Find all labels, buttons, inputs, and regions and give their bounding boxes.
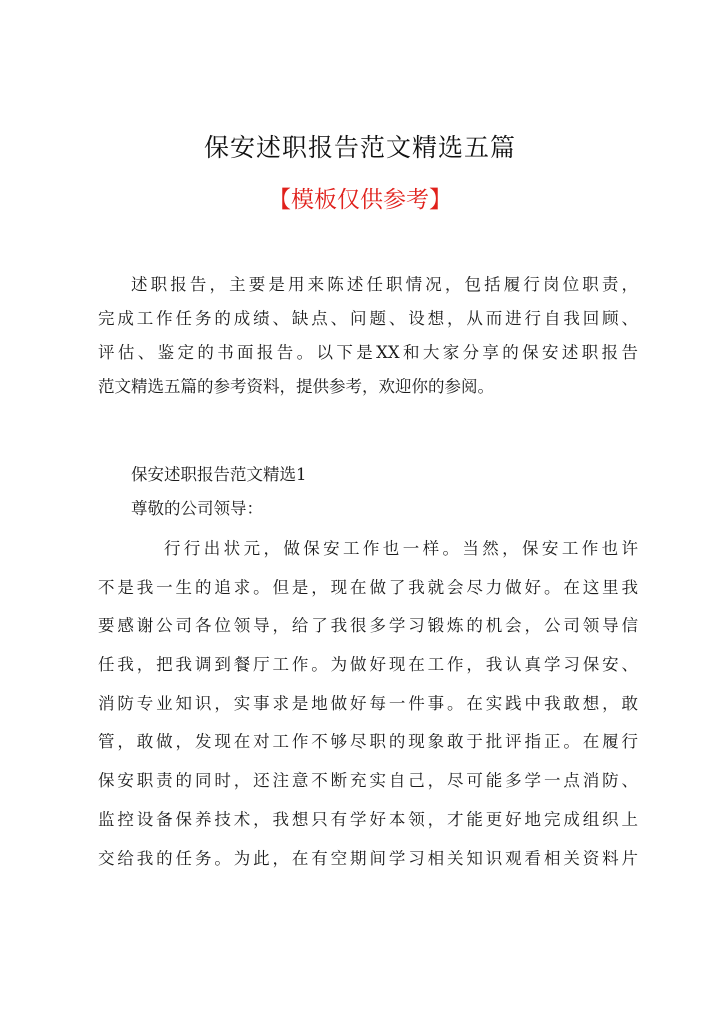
intro-paragraph — [98, 268, 638, 404]
body-line: 管，敢做，发现在对工作不够尽职的现象敢于批评指正。在履行 — [98, 732, 638, 752]
document-title: 保安述职报告范文精选五篇 — [203, 133, 516, 162]
intro-line: 述职报告，主要是用来陈述任职情况，包括履行岗位职责， — [131, 275, 638, 294]
body-line: 要感谢公司各位领导，给了我很多学习锻炼的机会，公司领导信 — [98, 616, 638, 636]
document-subtitle: 【模板仅供参考】 — [268, 187, 452, 213]
intro-line: 完成工作任务的成绩、缺点、问题、设想，从而进行自我回顾、 — [98, 309, 638, 328]
intro-line: 范文精选五篇的参考资料，提供参考，欢迎你的参阅。 — [98, 377, 494, 396]
intro-line: 评估、鉴定的书面报告。以下是XX和大家分享的保安述职报告 — [98, 343, 638, 362]
body-line: 消防专业知识，实事求是地做好每一件事。在实践中我敢想，敢 — [98, 693, 638, 713]
salutation: 尊敬的公司领导： — [131, 499, 263, 518]
body-line: 不是我一生的追求。但是，现在做了我就会尽力做好。在这里我 — [98, 577, 638, 597]
body-line: 监控设备保养技术，我想只有学好本领，才能更好地完成组织上 — [98, 809, 638, 829]
body-line: 任我，把我调到餐厅工作。为做好现在工作，我认真学习保安、 — [98, 655, 638, 675]
body-line: 保安职责的同时，还注意不断充实自己，尽可能多学一点消防、 — [98, 771, 638, 791]
body-line: 交给我的任务。为此，在有空期间学习相关知识观看相关资料片 — [98, 848, 638, 868]
body-paragraph — [98, 530, 638, 878]
body-line: 行行出状元，做保安工作也一样。当然，保安工作也许 — [164, 539, 638, 558]
section-heading: 保安述职报告范文精选1 — [131, 465, 307, 484]
